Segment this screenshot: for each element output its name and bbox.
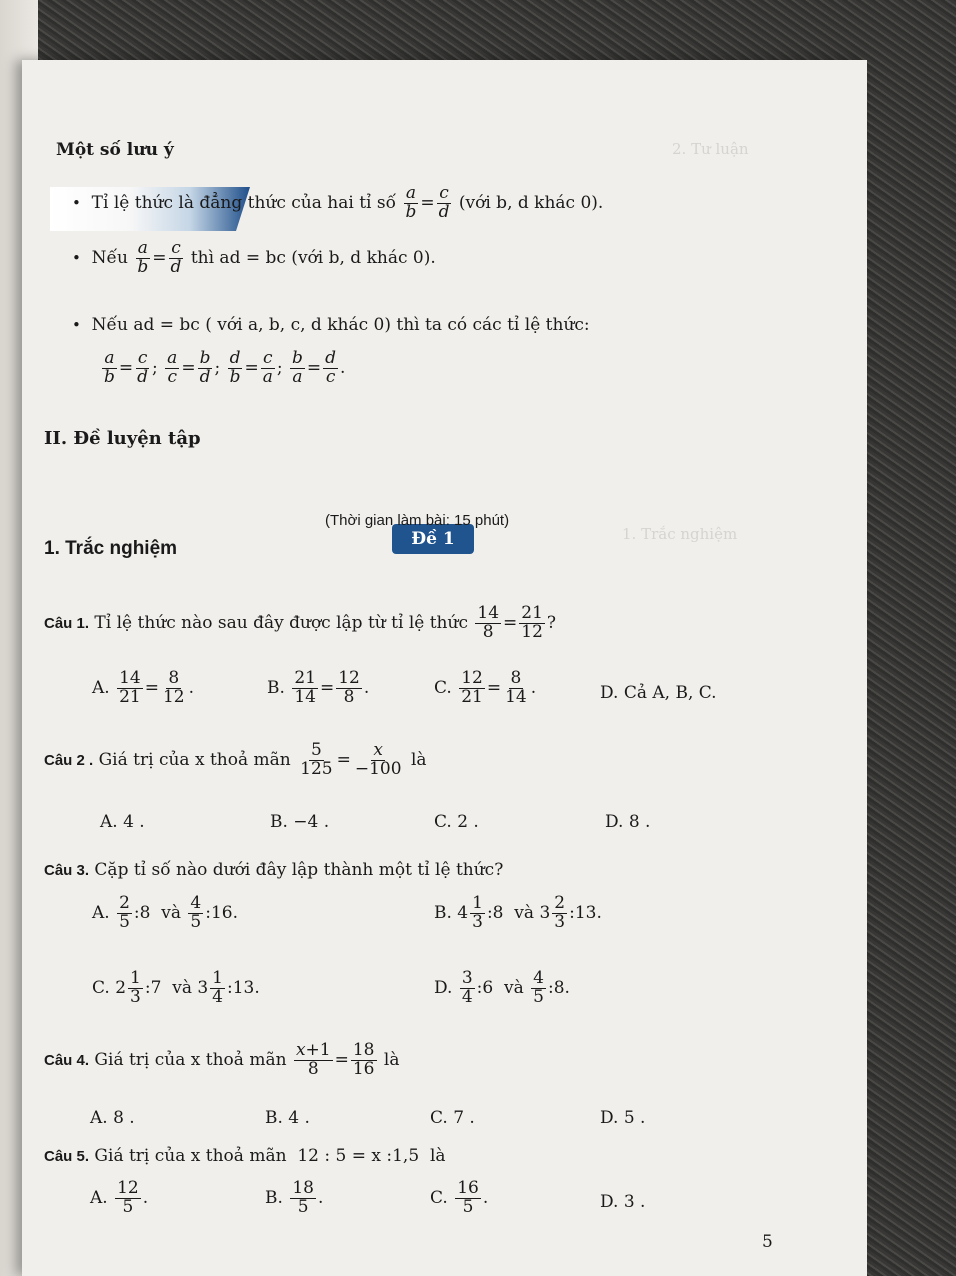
bleed-through: 1. Trắc nghiệm bbox=[622, 525, 738, 543]
fraction: $\frac{18}{5}$ bbox=[292, 1178, 314, 1217]
fraction: $\frac{a}{b}$ bbox=[405, 183, 417, 222]
note-text: (với b, d khác 0). bbox=[458, 193, 604, 214]
fraction: $\frac{b}{a}$ bbox=[292, 348, 303, 387]
question-label: Câu 2 . bbox=[44, 751, 94, 769]
q1-option-d[interactable]: D. Cả A, B, C. bbox=[600, 683, 717, 703]
question-end: là bbox=[410, 750, 427, 771]
fraction: $\frac{5}{125}$ bbox=[300, 740, 333, 779]
note-bullet-2: • Nếu $\frac{a}{b}$ = $\frac{c}{d}$ thì ad = bc (với b, d khác 0). bbox=[72, 238, 436, 277]
fraction: $\frac{a}{b}$ bbox=[104, 348, 115, 387]
q3-option-c[interactable]: C. 2 $\frac{1}{3}$ :7 và 3 $\frac{1}{4}$ :13. bbox=[92, 968, 260, 1007]
fraction: $\frac{21}{14}$ bbox=[294, 668, 316, 707]
fraction: $\frac{12}{21}$ bbox=[461, 668, 483, 707]
fraction: $\frac{c}{d}$ bbox=[170, 238, 182, 277]
question-label: Câu 1. bbox=[44, 614, 90, 632]
q2-option-d[interactable]: D. 8 . bbox=[605, 812, 651, 832]
bleed-through: 2. Tư luận bbox=[672, 140, 749, 158]
fraction: $\frac{3}{4}$ bbox=[461, 968, 473, 1007]
q4-option-c[interactable]: C. 7 . bbox=[430, 1108, 475, 1128]
q1-option-c[interactable]: C. $\frac{12}{21}$ = $\frac{8}{14}$ . bbox=[434, 668, 537, 707]
q4-option-a[interactable]: A. 8 . bbox=[90, 1108, 135, 1128]
q1-option-a[interactable]: A. $\frac{14}{21}$ = $\frac{8}{12}$ . bbox=[92, 668, 195, 707]
page-number: 5 bbox=[762, 1232, 773, 1252]
q5-option-c[interactable]: C. $\frac{16}{5}$ . bbox=[430, 1178, 489, 1217]
question-text: Cặp tỉ số nào dưới đây lập thành một tỉ lệ thức? bbox=[94, 860, 504, 880]
question-label: Câu 4. bbox=[44, 1051, 90, 1069]
question-label: Câu 5. bbox=[44, 1148, 90, 1165]
fraction: $\frac{c}{d}$ bbox=[438, 183, 450, 222]
q4-option-b[interactable]: B. 4 . bbox=[265, 1108, 310, 1128]
fraction: $\frac{8}{12}$ bbox=[162, 668, 185, 707]
note-text: Nếu bbox=[91, 248, 128, 269]
fraction: $\frac{a}{b}$ bbox=[137, 238, 149, 277]
fraction: $\frac{16}{5}$ bbox=[457, 1178, 479, 1217]
question-label: Câu 3. bbox=[44, 862, 90, 879]
fraction: $\frac{2}{5}$ bbox=[119, 893, 130, 932]
question-end: là bbox=[383, 1050, 400, 1071]
question-text: Giá trị của x thoả mãn bbox=[98, 750, 291, 771]
question-3 bbox=[44, 860, 503, 880]
fraction: $\frac{d}{b}$ bbox=[229, 348, 241, 387]
q5-option-d[interactable]: D. 3 . bbox=[600, 1192, 646, 1212]
fraction: $\frac{14}{21}$ bbox=[119, 668, 141, 707]
fraction: $\frac{x+1}{8}$ bbox=[295, 1040, 331, 1079]
question-5 bbox=[44, 1146, 446, 1166]
fraction: $\frac{2}{3}$ bbox=[554, 893, 566, 932]
q2-option-c[interactable]: C. 2 . bbox=[434, 812, 479, 832]
exam-badge: Đề 1 bbox=[392, 524, 474, 554]
fraction: $\frac{1}{3}$ bbox=[472, 893, 483, 932]
book-page bbox=[22, 60, 867, 1276]
question-text: Giá trị của x thoả mãn bbox=[94, 1146, 287, 1166]
q3-option-a[interactable]: A. $\frac{2}{5}$ :8 và $\frac{4}{5}$ :16. bbox=[92, 893, 239, 932]
note-bullet-3: • Nếu ad = bc ( với a, b, c, d khác 0) thì ta có các tỉ lệ thức: bbox=[72, 315, 590, 335]
part-title: 1. Trắc nghiệm bbox=[44, 538, 178, 559]
question-2: Câu 2 . Giá trị của x thoả mãn $\frac{5}{125}$ = $\frac{x}{-100}$ là bbox=[44, 740, 427, 779]
note-text: Tỉ lệ thức là đẳng thức của hai tỉ số bbox=[91, 193, 397, 214]
fraction: $\frac{c}{a}$ bbox=[262, 348, 273, 387]
note-text: thì ad = bc (với b, d khác 0). bbox=[190, 248, 436, 269]
question-text: Tỉ lệ thức nào sau đây được lập từ tỉ lệ thức bbox=[94, 613, 468, 634]
q3-option-b[interactable]: B. 4 $\frac{1}{3}$ :8 và 3 $\frac{2}{3}$ :13. bbox=[434, 893, 602, 932]
question-4: Câu 4. Giá trị của x thoả mãn $\frac{x+1}{8}$ = $\frac{18}{16}$ là bbox=[44, 1040, 400, 1079]
fraction: $\frac{4}{5}$ bbox=[533, 968, 544, 1007]
fraction: $\frac{14}{8}$ bbox=[477, 603, 500, 642]
fraction: $\frac{4}{5}$ bbox=[190, 893, 202, 932]
fraction: $\frac{c}{d}$ bbox=[137, 348, 149, 387]
note-bullet-1: • Tỉ lệ thức là đẳng thức của hai tỉ số $\frac{a}{b}$ = $\frac{c}{d}$ (với b, d khác 0). bbox=[72, 183, 604, 222]
fraction: $\frac{b}{d}$ bbox=[199, 348, 211, 387]
notes-title: Một số lưu ý bbox=[56, 140, 174, 160]
fraction: $\frac{x}{-100}$ bbox=[354, 740, 402, 779]
question-text: Giá trị của x thoả mãn bbox=[94, 1050, 287, 1071]
equation: 12 : 5 = x :1,5 bbox=[297, 1146, 420, 1166]
q5-option-a[interactable]: A. $\frac{12}{5}$ . bbox=[90, 1178, 149, 1217]
question-end: ? bbox=[546, 613, 557, 634]
q4-option-d[interactable]: D. 5 . bbox=[600, 1108, 646, 1128]
fraction: $\frac{1}{4}$ bbox=[212, 968, 223, 1007]
note-text: Nếu ad = bc ( với a, b, c, d khác 0) thì ta có các tỉ lệ thức: bbox=[91, 315, 590, 335]
fraction: $\frac{8}{14}$ bbox=[505, 668, 527, 707]
proportion-list: $\frac{a}{b}$ = $\frac{c}{d}$ ; $\frac{a}{c}$ = $\frac{b}{d}$ ; $\frac{d}{b}$ = $\frac{c}{a}$ ; $\frac{b}{a}$ = $\frac{d}{c}$ . bbox=[104, 348, 346, 387]
q1-option-b[interactable]: B. $\frac{21}{14}$ = $\frac{12}{8}$ . bbox=[267, 668, 370, 707]
q2-option-a[interactable]: A. 4 . bbox=[100, 812, 145, 832]
question-end: là bbox=[429, 1146, 446, 1166]
fraction: $\frac{a}{c}$ bbox=[167, 348, 178, 387]
q2-option-b[interactable]: B. −4 . bbox=[270, 812, 330, 832]
fraction: $\frac{1}{3}$ bbox=[130, 968, 141, 1007]
time-note: (Thời gian làm bài: 15 phút) bbox=[325, 512, 510, 529]
fraction: $\frac{12}{8}$ bbox=[338, 668, 360, 707]
fraction: $\frac{12}{5}$ bbox=[117, 1178, 139, 1217]
question-1: Câu 1. Tỉ lệ thức nào sau đây được lập từ tỉ lệ thức $\frac{14}{8}$ = $\frac{21}{12}$ ? bbox=[44, 603, 557, 642]
fraction: $\frac{18}{16}$ bbox=[352, 1040, 375, 1079]
fraction: $\frac{d}{c}$ bbox=[325, 348, 337, 387]
fraction: $\frac{21}{12}$ bbox=[521, 603, 543, 642]
q3-option-d[interactable]: D. $\frac{3}{4}$ :6 và $\frac{4}{5}$ :8. bbox=[434, 968, 570, 1007]
section-title: II. Đề luyện tập bbox=[44, 428, 201, 449]
q5-option-b[interactable]: B. $\frac{18}{5}$ . bbox=[265, 1178, 324, 1217]
